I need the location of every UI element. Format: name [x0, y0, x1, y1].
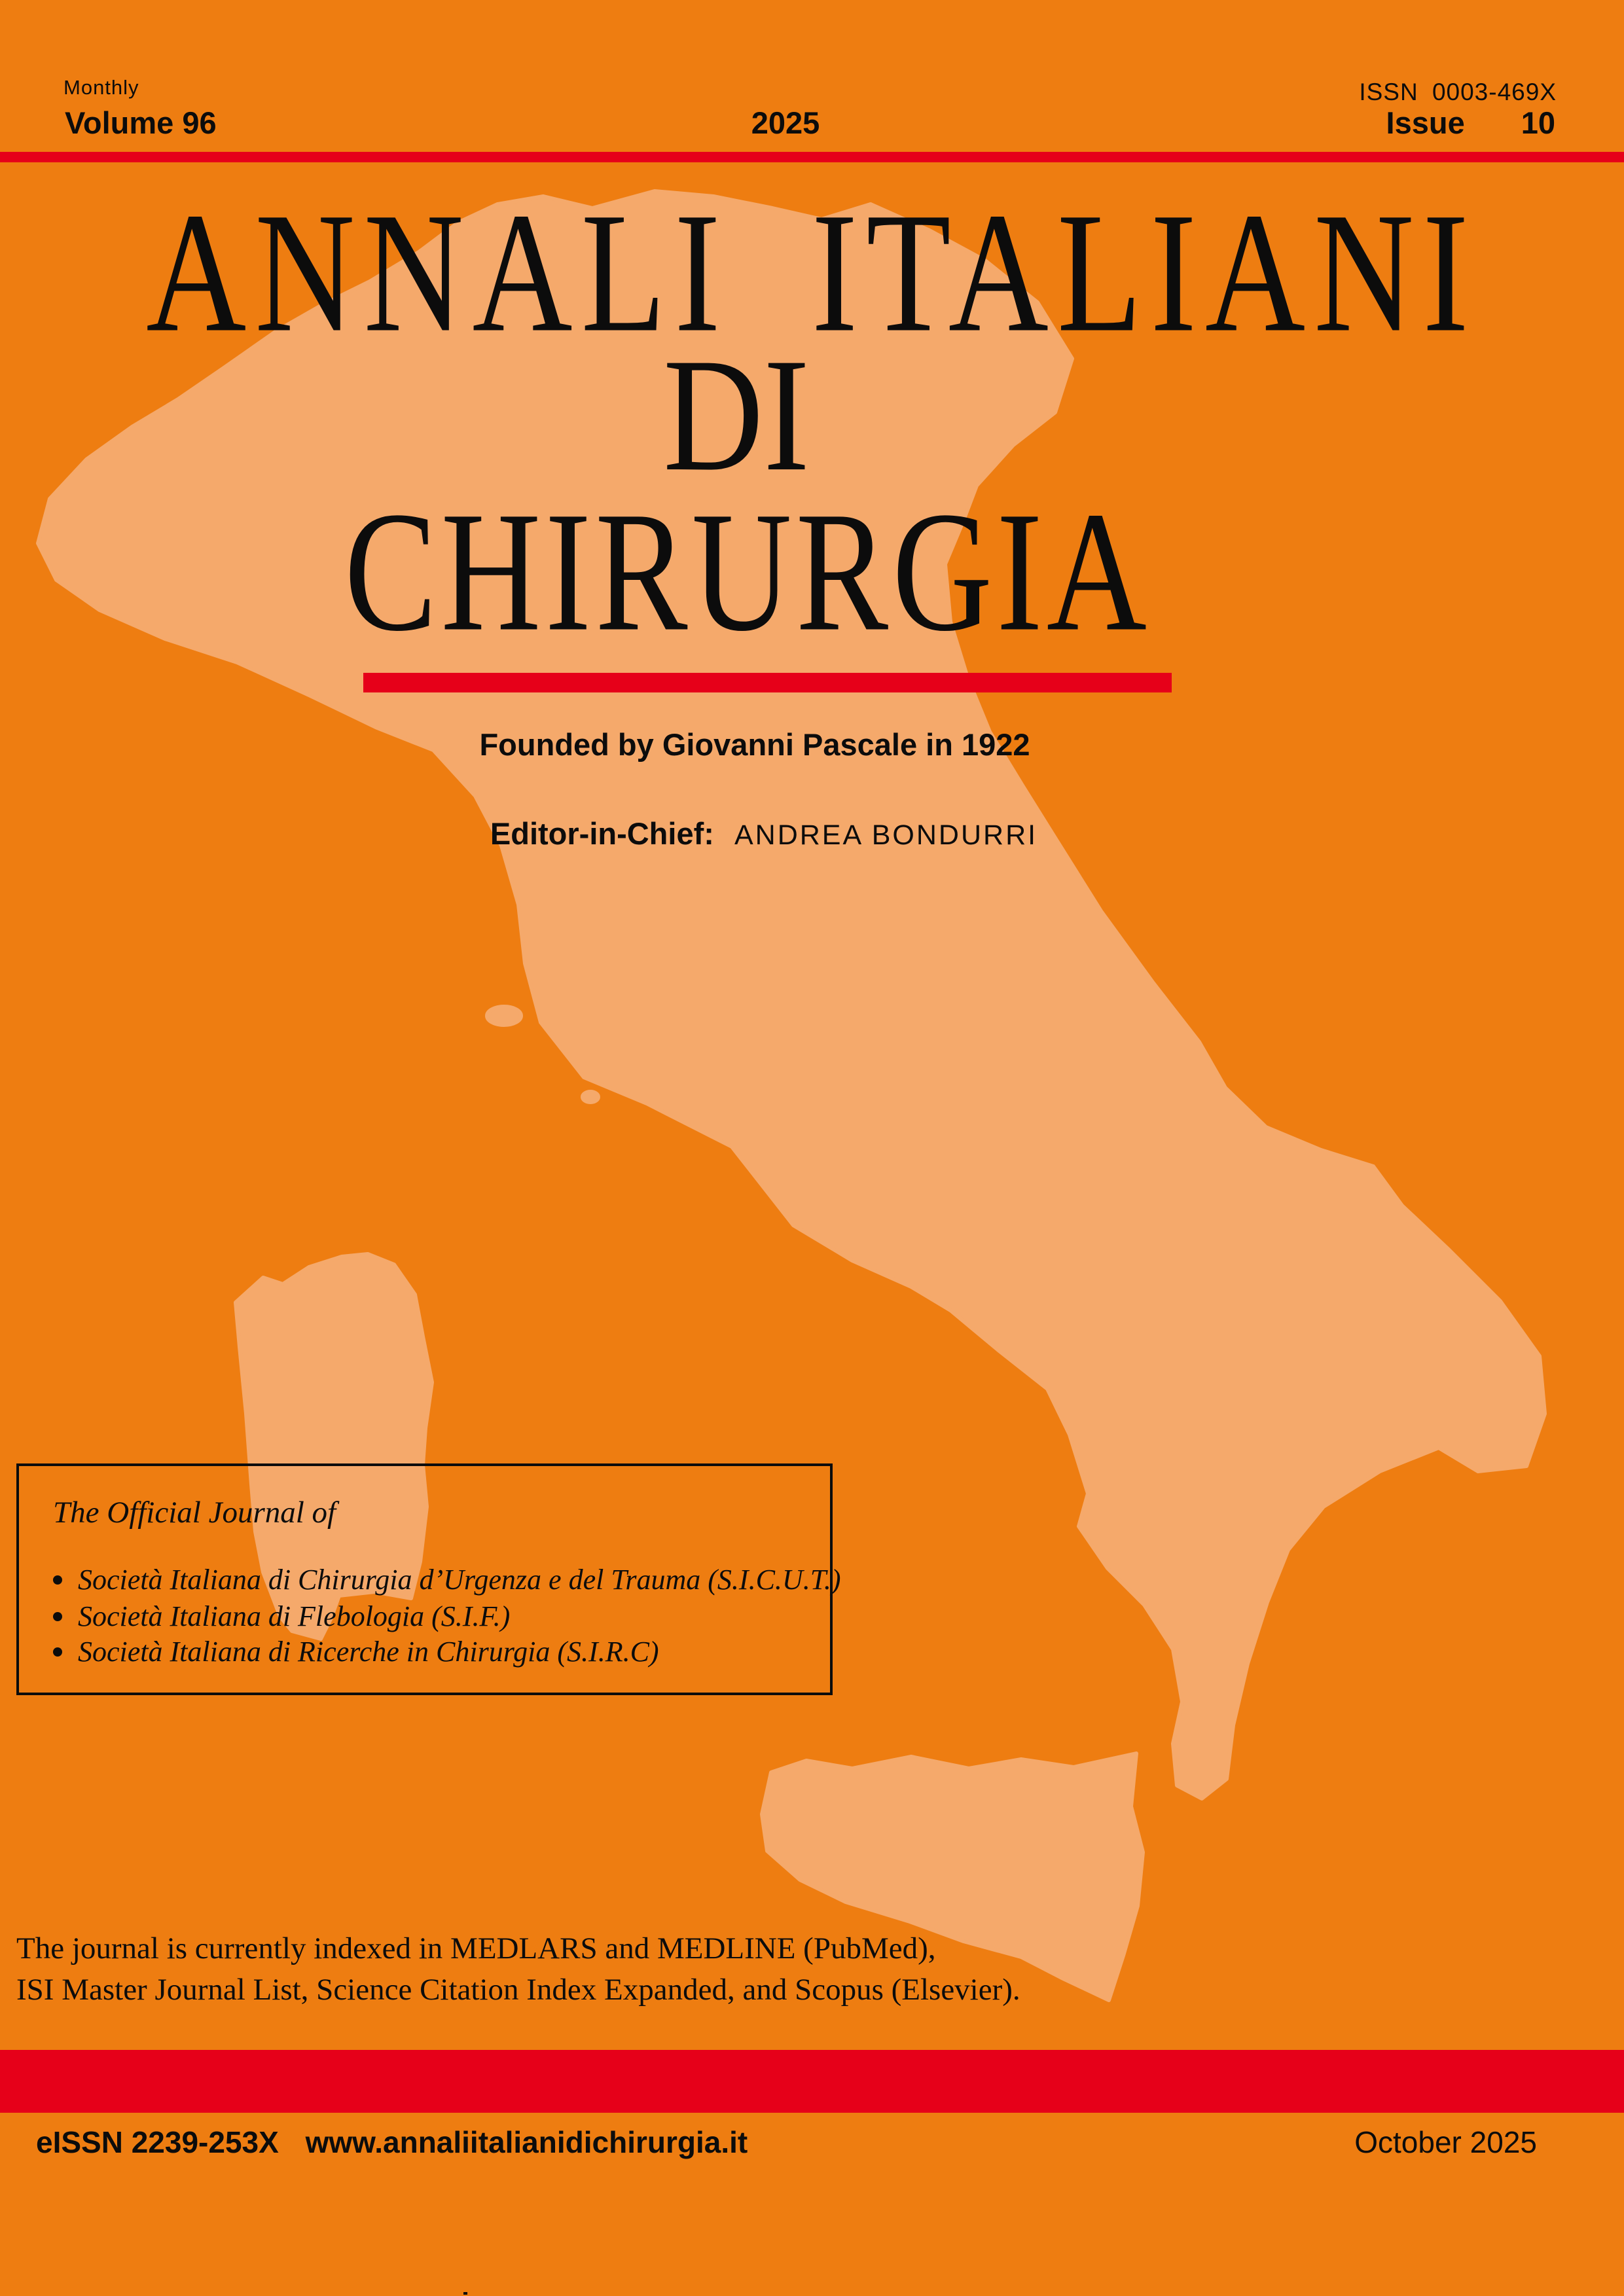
society-name: Società Italiana di Chirurgia d’Urgenza e del Trauma (S.I.C.U.T.) — [78, 1564, 841, 1596]
journal-title-line-3: CHIRURGIA — [344, 476, 1151, 667]
editor-name: ANDREA BONDURRI — [734, 819, 1038, 851]
journal-title-line-2: DI — [663, 324, 810, 505]
eissn-label: eISSN 2239-253X — [36, 2125, 279, 2159]
indexing-line-2: ISI Master Journal List, Science Citation Index Expanded, and Scopus (Elsevier). — [16, 1973, 1020, 2007]
society-list-item — [53, 1600, 510, 1633]
issue-date-label: October 2025 — [1354, 2125, 1537, 2159]
registration-tick-mark — [463, 2292, 467, 2295]
society-name: Società Italiana di Flebologia (S.I.F.) — [78, 1600, 511, 1632]
top-red-bar — [0, 152, 1624, 162]
official-journal-box — [16, 1463, 841, 1695]
elba-island-shape — [487, 1007, 521, 1025]
bullet-icon — [53, 1612, 62, 1621]
issn-label: ISSN 0003-469X — [1359, 79, 1557, 105]
volume-label: Volume 96 — [65, 105, 217, 140]
year-label: 2025 — [751, 105, 820, 140]
founded-line: Founded by Giovanni Pascale in 1922 — [479, 727, 1030, 762]
editor-in-chief-label: Editor-in-Chief: — [490, 816, 714, 851]
issue-label: Issue — [1386, 105, 1465, 140]
society-list-item — [53, 1635, 659, 1668]
society-name: Società Italiana di Ricerche in Chirurgia (S.I.R.C) — [78, 1636, 659, 1668]
indexing-line-1: The journal is currently indexed in MEDLARS and MEDLINE (PubMed), — [16, 1931, 936, 1965]
bullet-icon — [53, 1647, 62, 1657]
official-journal-heading: The Official Journal of — [53, 1496, 336, 1530]
bottom-red-bar — [0, 2050, 1624, 2113]
frequency-label: Monthly — [63, 76, 139, 99]
indexing-note — [16, 1928, 1020, 2011]
editor-line — [490, 816, 1038, 852]
website-link[interactable]: www.annaliitalianidichirurgia.it — [305, 2125, 748, 2159]
journal-title-line-1: ANNALI ITALIANI — [146, 177, 1477, 368]
issue-number: 10 — [1521, 105, 1555, 140]
islet-shape — [583, 1092, 598, 1102]
society-list-item — [53, 1563, 841, 1596]
footer-left — [36, 2125, 748, 2160]
bullet-icon — [53, 1575, 62, 1585]
title-underline-red-bar — [363, 673, 1172, 692]
